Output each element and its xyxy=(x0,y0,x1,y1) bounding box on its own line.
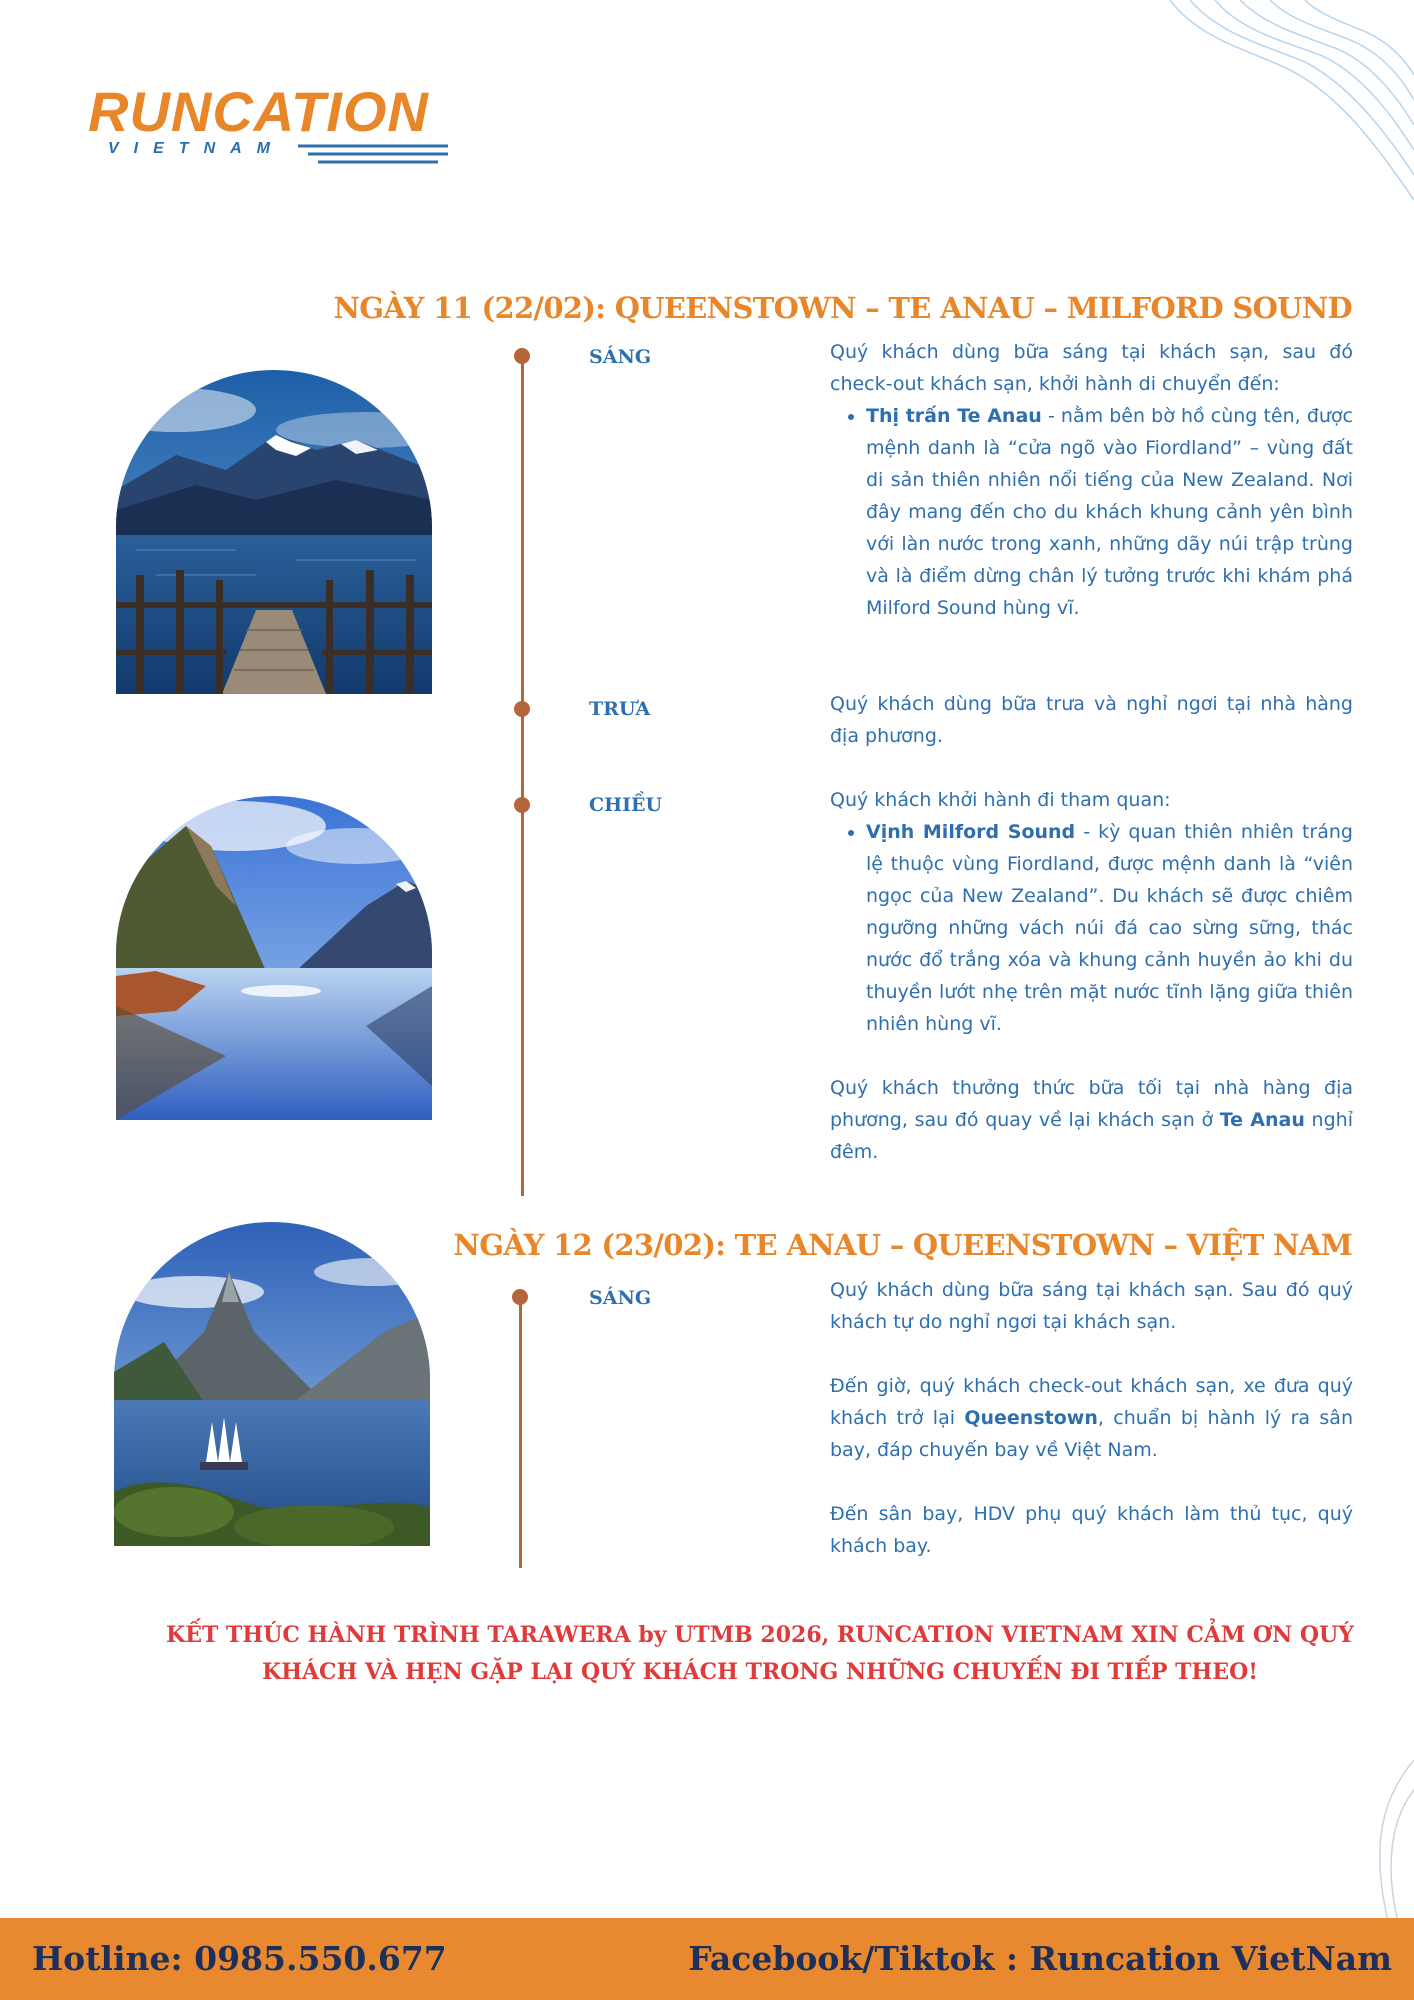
milford-bullet xyxy=(866,816,1353,1040)
morning-bullet-list xyxy=(830,400,1353,624)
milford-description: - kỳ quan thiên nhiên tráng lệ thuộc vùng Fiordland, được mệnh danh là “viên ngọc của New Zealand”. Du khách sẽ được chiêm ngưỡng những vách núi đá cao sừng sững, thác nước đổ trắng xóa và khung cảnh huyền ảo khi du thuyền lướt nhẹ trên mặt nước tĩnh lặng giữa thiên nhiên hùng vĩ. xyxy=(866,821,1353,1035)
morning-intro: Quý khách dùng bữa sáng tại khách sạn, sau đó check-out khách sạn, khởi hành di chuyển đến: xyxy=(830,341,1353,395)
day12-p2 xyxy=(830,1370,1353,1466)
day-12-timeline-line xyxy=(519,1296,522,1568)
milford-sound-reflection-photo xyxy=(116,796,432,1120)
social-text: Facebook/Tiktok : Runcation VietNam xyxy=(688,1939,1392,1978)
afternoon-bullet-list xyxy=(830,816,1353,1040)
timeline-dot-day12-morning xyxy=(512,1289,528,1305)
day-12-morning-label: SÁNG xyxy=(589,1287,652,1309)
runcation-logo xyxy=(88,80,438,172)
timeline-dot-noon xyxy=(514,701,530,717)
te-anau-lake-photo xyxy=(116,370,432,694)
logo-sub-text: VIETNAM xyxy=(108,140,285,157)
te-anau-name: Thị trấn Te Anau xyxy=(866,405,1042,427)
milford-name: Vịnh Milford Sound xyxy=(866,821,1076,843)
logo-brand-text: RUNCATION xyxy=(88,80,429,143)
noon-text: Quý khách dùng bữa trưa và nghỉ ngơi tại nhà hàng địa phương. xyxy=(830,693,1353,747)
mitre-peak-boat-photo xyxy=(114,1222,430,1546)
closing-line-2: KHÁCH VÀ HẸN GẶP LẠI QUÝ KHÁCH TRONG NHỮNG CHUYẾN ĐI TIẾP THEO! xyxy=(262,1659,1258,1685)
day-11-afternoon-label: CHIỀU xyxy=(589,794,663,816)
day12-p3: Đến sân bay, HDV phụ quý khách làm thủ tục, quý khách bay. xyxy=(830,1503,1353,1557)
day12-p2-post: , chuẩn bị hành lý ra sân bay, đáp chuyến bay về Việt Nam. xyxy=(830,1407,1353,1461)
closing-statement xyxy=(150,1617,1370,1691)
decorative-corner-lines xyxy=(1360,1760,1414,1930)
day12-p2-place: Queenstown xyxy=(964,1407,1098,1429)
te-anau-bullet xyxy=(866,400,1353,624)
footer-bar xyxy=(0,1918,1414,2000)
te-anau-description: - nằm bên bờ hồ cùng tên, được mệnh danh là “cửa ngõ vào Fiordland” – vùng đất di sản thiên nhiên nổi tiếng của New Zealand. Nơi đây mang đến cho du khách khung cảnh yên bình với làn nước trong xanh, những dãy núi trập trùng và là điểm dừng chân lý tưởng trước khi khám phá Milford Sound hùng vĩ. xyxy=(866,405,1353,619)
logo-stripes xyxy=(298,142,448,164)
day-11-noon-text xyxy=(830,688,1353,752)
dinner-pre: Quý khách thưởng thức bữa tối tại nhà hàng địa phương, sau đó quay về lại khách sạn ở xyxy=(830,1077,1353,1131)
day-11-afternoon-text xyxy=(830,784,1353,1168)
day-11-timeline-line xyxy=(521,354,524,1196)
day-11-morning-label: SÁNG xyxy=(589,346,652,368)
day-11-heading: NGÀY 11 (22/02): QUEENSTOWN – TE ANAU – MILFORD SOUND xyxy=(333,291,1352,325)
afternoon-intro: Quý khách khởi hành đi tham quan: xyxy=(830,789,1171,811)
timeline-dot-afternoon xyxy=(514,797,530,813)
timeline-dot-morning xyxy=(514,348,530,364)
day12-p2-pre: Đến giờ, quý khách check-out khách sạn, xe đưa quý khách trở lại xyxy=(830,1375,1353,1429)
day12-p1: Quý khách dùng bữa sáng tại khách sạn. Sau đó quý khách tự do nghỉ ngơi tại khách sạn. xyxy=(830,1279,1353,1333)
day-11-morning-text xyxy=(830,336,1353,624)
hotline-text: Hotline: 0985.550.677 xyxy=(32,1939,447,1978)
day-11-noon-label: TRƯA xyxy=(589,698,651,720)
decorative-wave-lines xyxy=(1130,0,1414,210)
dinner-post: nghỉ đêm. xyxy=(830,1109,1353,1163)
day-12-morning-text xyxy=(830,1274,1353,1562)
dinner-paragraph xyxy=(830,1072,1353,1168)
day-12-heading: NGÀY 12 (23/02): TE ANAU – QUEENSTOWN – VIỆT NAM xyxy=(453,1228,1352,1262)
closing-line-1: KẾT THÚC HÀNH TRÌNH TARAWERA by UTMB 2026, RUNCATION VIETNAM XIN CẢM ƠN QUÝ xyxy=(166,1622,1354,1648)
dinner-place: Te Anau xyxy=(1219,1109,1305,1131)
